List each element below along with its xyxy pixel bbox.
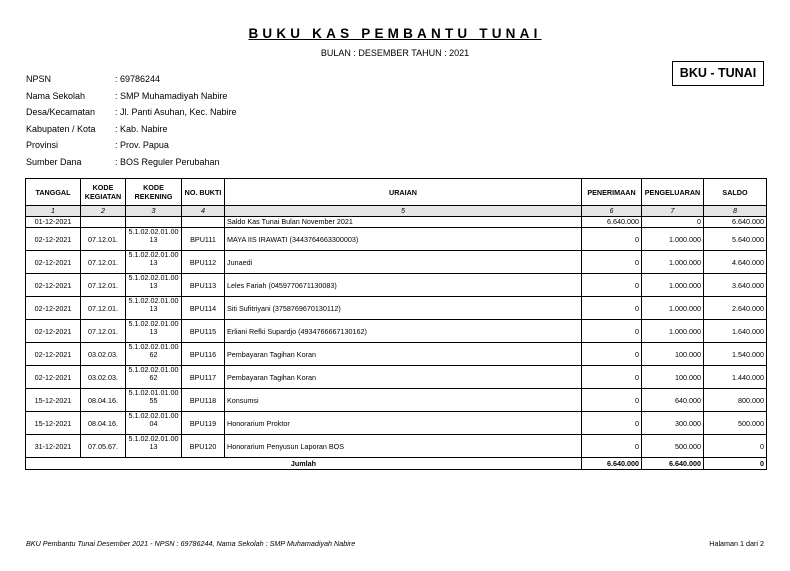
cell-penerimaan: 0 [582,389,642,412]
info-label: NPSN [26,74,52,84]
cell-penerimaan: 0 [582,435,642,458]
info-row-npsn [26,71,237,88]
info-label: Nama Sekolah [26,90,86,101]
cell-no-bukti: BPU118 [182,389,225,412]
info-label: Provinsi [26,140,59,150]
cell-kode-rekening: 5.1.02.02.01.00 13 [126,228,182,251]
table-row [26,389,767,412]
cell-kode-rekening: 5.1.02.02.01.00 62 [126,343,182,366]
info-value: : BOS Reguler Perubahan [115,156,220,167]
cell-uraian: MAYA IIS IRAWATI (3443764663300003) [225,228,582,251]
total-row [26,458,767,470]
cell-uraian: Konsumsi [225,389,582,412]
cell-kode-kegiatan: 08.04.16. [81,412,126,435]
cell-tanggal: 02-12-2021 [26,251,81,274]
cell-kode-rekening: 5.1.02.01.01.00 55 [126,389,182,412]
cell-kode-rekening: 5.1.02.02.01.00 13 [126,435,182,458]
cell-saldo: 1.440.000 [704,366,767,389]
cell-uraian: Pembayaran Tagihan Koran [225,343,582,366]
cell-no-bukti: BPU114 [182,297,225,320]
col-number: 3 [126,206,182,217]
page-title [0,26,790,41]
table-row [26,343,767,366]
total-pengeluaran: 6.640.000 [642,458,704,470]
cell-penerimaan: 6.640.000 [582,217,642,228]
cell-no-bukti: BPU113 [182,274,225,297]
bku-tunai-badge: BKU - TUNAI [672,61,764,86]
info-row-nama-sekolah [26,88,237,105]
cell-penerimaan: 0 [582,251,642,274]
cell-no-bukti: BPU116 [182,343,225,366]
cell-penerimaan: 0 [582,320,642,343]
cell-tanggal: 02-12-2021 [26,320,81,343]
school-info [26,71,237,170]
column-number-row [26,206,767,217]
col-number: 6 [582,206,642,217]
cell-kode-rekening: 5.1.02.02.01.00 13 [126,251,182,274]
info-row-desa-kecamatan [26,104,237,121]
cell-tanggal: 02-12-2021 [26,297,81,320]
header-tanggal: TANGGAL [26,179,81,206]
table-row [26,251,767,274]
cell-pengeluaran: 1.000.000 [642,297,704,320]
cell-uraian: Junaedi [225,251,582,274]
cell-kode-kegiatan: 07.12.01. [81,297,126,320]
info-value: : 69786244 [115,74,161,84]
cell-tanggal: 15-12-2021 [26,412,81,435]
info-row-sumber-dana [26,154,237,171]
cell-no-bukti: BPU120 [182,435,225,458]
cell-pengeluaran: 640.000 [642,389,704,412]
col-number: 2 [81,206,126,217]
cell-saldo: 0 [704,435,767,458]
cell-tanggal: 01-12-2021 [26,217,81,228]
col-number: 8 [704,206,767,217]
cell-no-bukti [182,217,225,228]
cell-uraian: Saldo Kas Tunai Bulan November 2021 [225,217,582,228]
cell-saldo: 800.000 [704,389,767,412]
cell-tanggal: 02-12-2021 [26,228,81,251]
cell-no-bukti: BPU111 [182,228,225,251]
cell-tanggal: 15-12-2021 [26,389,81,412]
cell-kode-kegiatan: 08.04.16. [81,389,126,412]
cell-saldo: 3.640.000 [704,274,767,297]
col-number: 7 [642,206,704,217]
cell-kode-kegiatan: 07.12.01. [81,320,126,343]
info-value: : Prov. Papua [115,140,169,150]
cell-pengeluaran: 100.000 [642,343,704,366]
cell-pengeluaran: 0 [642,217,704,228]
total-saldo: 0 [704,458,767,470]
header-no-bukti: NO. BUKTI [182,179,225,206]
cell-tanggal: 31-12-2021 [26,435,81,458]
footer-page-number: Halaman 1 dari 2 [709,539,764,548]
info-label: Desa/Kecamatan [26,107,96,117]
cell-uraian: Pembayaran Tagihan Koran [225,366,582,389]
cell-uraian: Siti Sufitriyani (3758769670130112) [225,297,582,320]
cell-saldo: 1.540.000 [704,343,767,366]
cell-kode-kegiatan: 07.12.01. [81,228,126,251]
cell-kode-kegiatan: 03.02.03. [81,343,126,366]
cell-kode-kegiatan: 03.02.03. [81,366,126,389]
cell-pengeluaran: 300.000 [642,412,704,435]
header-kode-rekening: KODE REKENING [126,179,182,206]
info-row-provinsi [26,137,237,154]
cash-ledger-table [25,178,767,470]
header-uraian: URAIAN [225,179,582,206]
col-number: 4 [182,206,225,217]
header-saldo: SALDO [704,179,767,206]
col-number: 1 [26,206,81,217]
table-row [26,274,767,297]
cell-uraian: Leles Fariah (0459770671130083) [225,274,582,297]
cell-kode-kegiatan: 07.12.01. [81,274,126,297]
cell-tanggal: 02-12-2021 [26,366,81,389]
table-row [26,366,767,389]
cell-kode-rekening: 5.1.02.02.01.00 13 [126,274,182,297]
info-label: Kabupaten / Kota [26,123,96,134]
cell-saldo: 5.640.000 [704,228,767,251]
cell-saldo: 1.640.000 [704,320,767,343]
cell-kode-rekening: 5.1.02.02.01.00 62 [126,366,182,389]
cell-kode-rekening: 5.1.02.02.01.00 04 [126,412,182,435]
table-row [26,320,767,343]
cell-kode-kegiatan [81,217,126,228]
title-text: BUKU KAS PEMBANTU TUNAI [248,26,542,41]
cell-kode-rekening [126,217,182,228]
cell-pengeluaran: 100.000 [642,366,704,389]
cell-no-bukti: BPU119 [182,412,225,435]
cell-uraian: Honorarium Penyusun Laporan BOS [225,435,582,458]
cell-pengeluaran: 1.000.000 [642,228,704,251]
cell-penerimaan: 0 [582,297,642,320]
cell-uraian: Erliani Refki Supardjo (4934766667130162) [225,320,582,343]
page-subtitle: BULAN : DESEMBER TAHUN : 2021 [320,48,470,58]
cell-penerimaan: 0 [582,228,642,251]
info-label: Sumber Dana [26,156,82,167]
cell-penerimaan: 0 [582,274,642,297]
cell-saldo: 2.640.000 [704,297,767,320]
info-value: : SMP Muhamadiyah Nabire [115,90,228,101]
info-row-kabupaten [26,121,237,138]
cell-penerimaan: 0 [582,366,642,389]
cell-kode-rekening: 5.1.02.02.01.00 13 [126,297,182,320]
cell-saldo: 6.640.000 [704,217,767,228]
cell-penerimaan: 0 [582,412,642,435]
info-value: : Kab. Nabire [115,123,168,134]
header-penerimaan: PENERIMAAN [582,179,642,206]
table-header-row [26,179,767,206]
cell-pengeluaran: 1.000.000 [642,320,704,343]
cell-pengeluaran: 500.000 [642,435,704,458]
col-number: 5 [225,206,582,217]
cell-penerimaan: 0 [582,343,642,366]
footer-document-info: BKU Pembantu Tunai Desember 2021 - NPSN : 69786244, Nama Sekolah : SMP Muhamadiyah Nabire [26,539,356,548]
cell-uraian: Honorarium Proktor [225,412,582,435]
table-row [26,412,767,435]
cell-pengeluaran: 1.000.000 [642,274,704,297]
cell-no-bukti: BPU112 [182,251,225,274]
cell-tanggal: 02-12-2021 [26,274,81,297]
cell-tanggal: 02-12-2021 [26,343,81,366]
cell-no-bukti: BPU115 [182,320,225,343]
header-kode-kegiatan: KODE KEGIATAN [81,179,126,206]
cell-saldo: 500.000 [704,412,767,435]
cell-kode-rekening: 5.1.02.02.01.00 13 [126,320,182,343]
total-penerimaan: 6.640.000 [582,458,642,470]
cell-kode-kegiatan: 07.05.67. [81,435,126,458]
table-row [26,435,767,458]
cell-no-bukti: BPU117 [182,366,225,389]
table-row [26,217,767,228]
total-label: Jumlah [26,458,582,470]
table-row [26,297,767,320]
table-row [26,228,767,251]
cell-kode-kegiatan: 07.12.01. [81,251,126,274]
info-value: : Jl. Panti Asuhan, Kec. Nabire [115,107,237,117]
cell-saldo: 4.640.000 [704,251,767,274]
header-pengeluaran: PENGELUARAN [642,179,704,206]
cell-pengeluaran: 1.000.000 [642,251,704,274]
